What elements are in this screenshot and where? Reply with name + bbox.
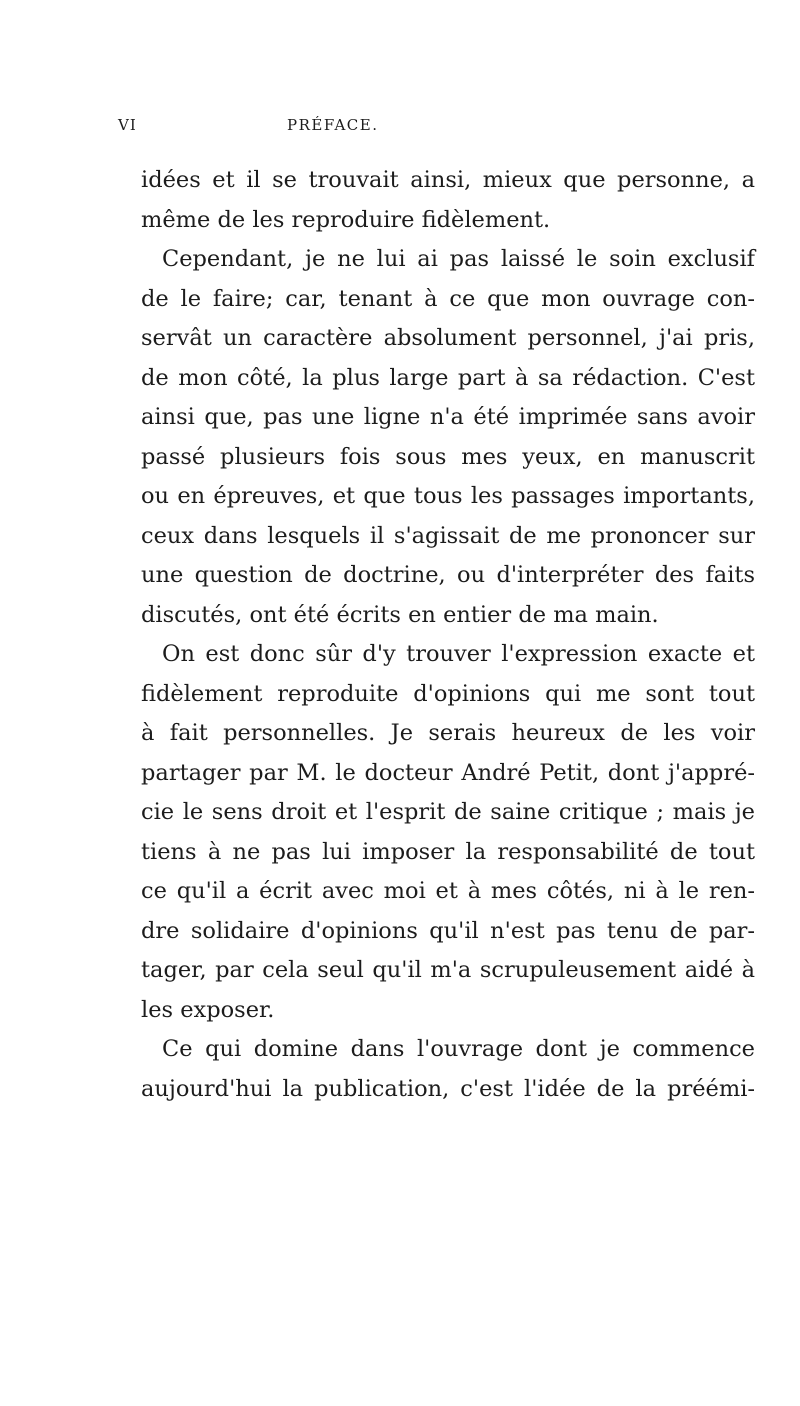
running-title: PRÉFACE. bbox=[287, 116, 379, 134]
text-line: ce qu'il a écrit avec moi et à mes côtés, ni à le ren- bbox=[141, 878, 755, 904]
text-line: Ce qui domine dans l'ouvrage dont je commence bbox=[162, 1036, 755, 1062]
text-line: cie le sens droit et l'esprit de saine critique ; mais je bbox=[141, 799, 755, 825]
body-text bbox=[141, 161, 755, 1109]
text-line: ou en épreuves, et que tous les passages importants, bbox=[141, 483, 755, 509]
text-line: de mon côté, la plus large part à sa rédaction. C'est bbox=[141, 364, 755, 391]
text-line: On est donc sûr d'y trouver l'expression exacte et bbox=[162, 641, 755, 667]
text-line: ceux dans lesquels il s'agissait de me prononcer sur bbox=[141, 522, 755, 549]
text-line: servât un caractère absolument personnel, j'ai pris, bbox=[141, 325, 755, 351]
text-line: passé plusieurs fois sous mes yeux, en manuscrit bbox=[141, 443, 755, 470]
running-head bbox=[118, 116, 718, 140]
text-line: idées et il se trouvait ainsi, mieux que personne, a bbox=[141, 167, 755, 193]
text-line: tager, par cela seul qu'il m'a scrupuleusement aidé à bbox=[141, 957, 755, 983]
text-line: Cependant, je ne lui ai pas laissé le soin exclusif bbox=[162, 246, 755, 272]
text-line: fidèlement reproduite d'opinions qui me sont tout bbox=[141, 680, 755, 707]
text-line: de le faire; car, tenant à ce que mon ouvrage con- bbox=[141, 285, 755, 312]
text-line: discutés, ont été écrits en entier de ma main. bbox=[141, 601, 659, 628]
text-line: partager par M. le docteur André Petit, dont j'appré- bbox=[141, 759, 755, 786]
text-line: les exposer. bbox=[141, 996, 275, 1023]
text-line: aujourd'hui la publication, c'est l'idée de la préémi- bbox=[141, 1075, 755, 1102]
text-line: à fait personnelles. Je serais heureux de les voir bbox=[141, 720, 755, 746]
text-line: une question de doctrine, ou d'interpréter des faits bbox=[141, 562, 755, 588]
text-line: même de les reproduire fidèlement. bbox=[141, 206, 551, 233]
text-line: ainsi que, pas une ligne n'a été imprimée sans avoir bbox=[141, 404, 755, 430]
text-line: tiens à ne pas lui imposer la responsabilité de tout bbox=[141, 838, 755, 865]
text-line: dre solidaire d'opinions qu'il n'est pas tenu de par- bbox=[141, 917, 755, 944]
page-number: VI bbox=[118, 116, 137, 134]
